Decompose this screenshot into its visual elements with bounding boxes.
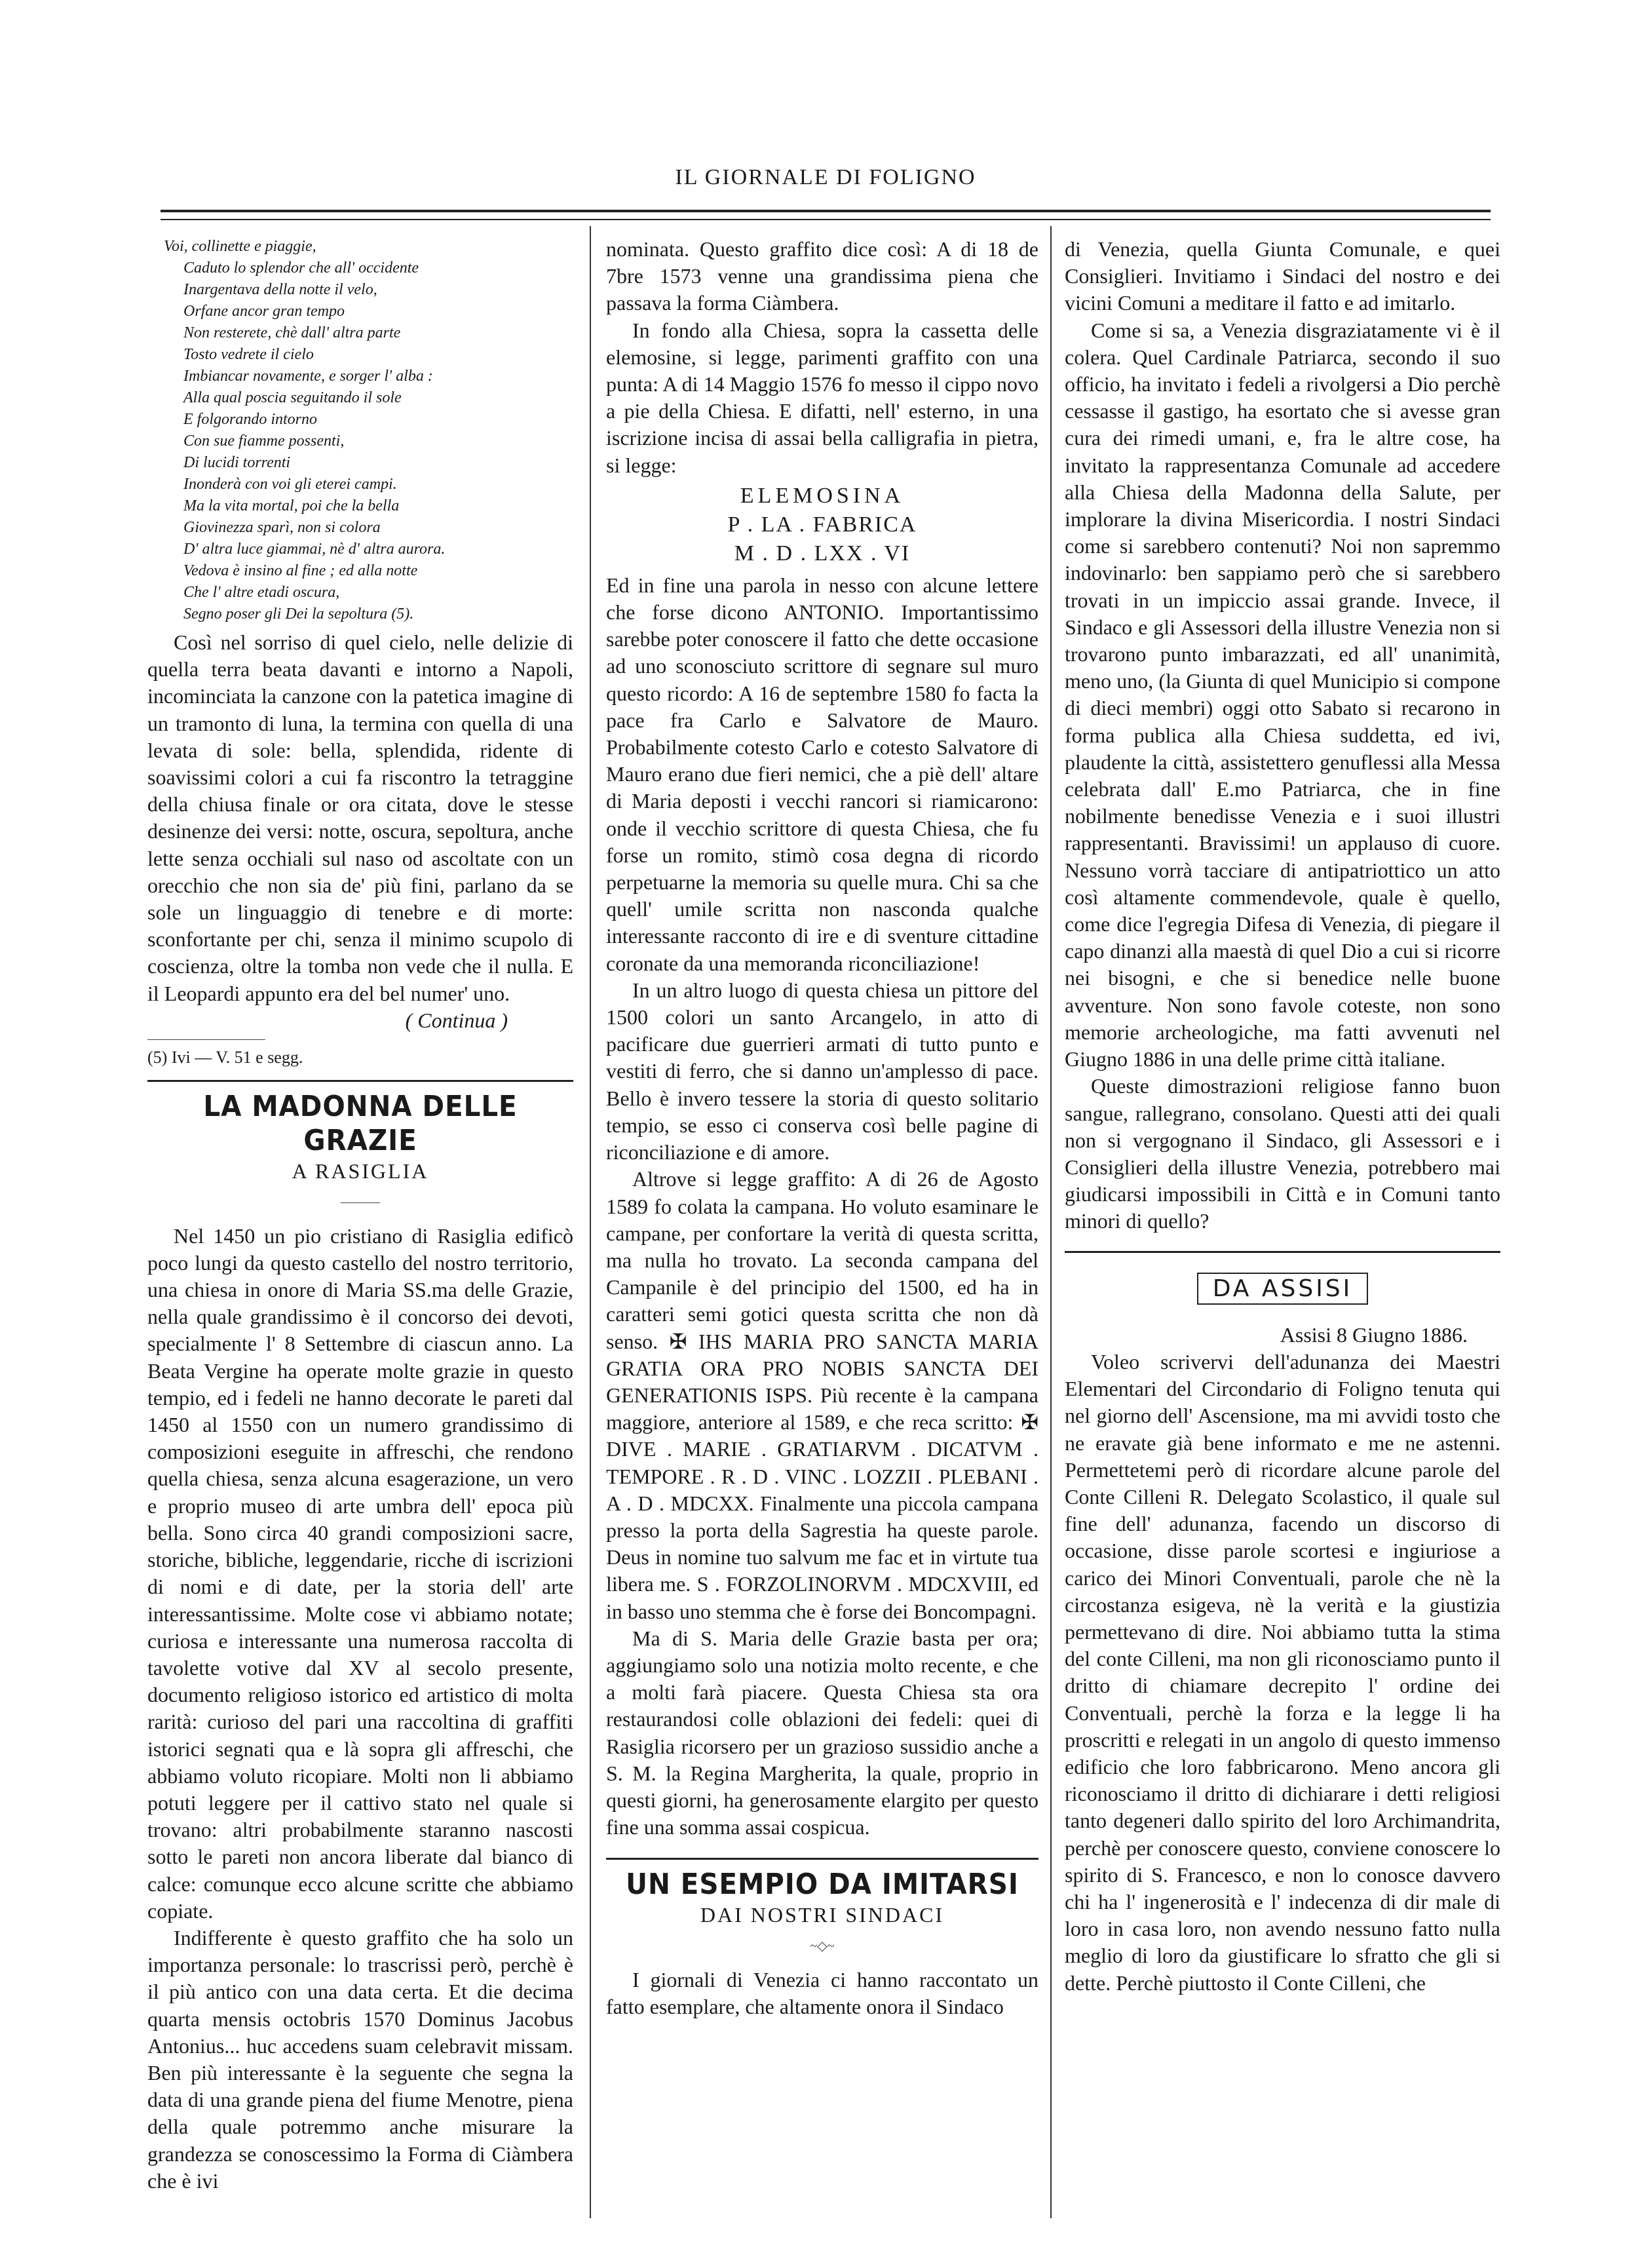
poem-line: Tosto vedrete il cielo — [183, 346, 314, 363]
article-paragraph: In un altro luogo di questa chiesa un pittore del 1500 colori un santo Arcangelo, in atto di pacificare due guerrieri armati di tutto punto e vestiti di ferro, che si danno un'amplesso di pace. Bello è invero tessere la storia di questo solitario tempio, se esso ci conserva così belle pagine di riconciliazione e di amore. — [606, 978, 1038, 1164]
footnote: (5) Ivi — V. 51 e segg. — [147, 1039, 265, 1071]
poem-line: Alla qual poscia seguitando il sole — [183, 389, 402, 406]
column-divider — [1050, 226, 1052, 2218]
article-paragraph: Queste dimostrazioni religiose fanno buon sangue, rallegrano, consolano. Questi atti dei quali non si vergognano il Sindaco, gli Assessori e i Consiglieri della illustre Venezia, potrebbero mai giudicarsi impossibili in Città e in Comuni tanto minori di quello? — [1065, 1074, 1500, 1233]
article-paragraph: Altrove si legge graffito: A di 26 de Agosto 1589 fo colata la campana. Ho voluto esaminare le campane, per confortare la verità di questa scritta, ma nulla ho trovato. La seconda campana del Campanile è del principio del 1500, ed ha in caratteri semi gotici questa scritta che non dà senso. ✠ IHS MARIA PRO SANCTA MARIA GRATIA ORA PRO NOBIS SANCTA DEI GENERATIONIS ISPS. Più recente è la campana maggiore, anteriore al 1589, e che reca scritto: ✠ DIVE . MARIE . GRATIARVM . DICATVM . TEMPORE . R . D . VINC . LOZZII . PLEBANI . A . D . MDCXX. Finalmente una piccola campana presso la porta della Sagrestia ha queste parole. Deus in nomine tuo salvum me fac et in virtute tua libera me. S . FORZOLINORVM . MDCXVIII, ed in basso uno stemma che è forse dei Boncompagni. — [606, 1167, 1038, 1623]
dateline: Assisi 8 Giugno 1886. — [1280, 1322, 1468, 1347]
article-paragraph: di Venezia, quella Giunta Comunale, e quei Consiglieri. Invitiamo i Sindaci del nostro e dei vicini Comuni a meditare il fatto e ad imitarlo. — [1065, 237, 1500, 315]
article-paragraph: In fondo alla Chiesa, sopra la cassetta delle elemosine, si legge, parimenti graffito con una punta: A di 14 Maggio 1576 fo messo il cippo novo a pie della Chiesa. E difatti, nell' esterno, in una iscrizione incisa di assai bella calligrafia in pietra, si legge: — [606, 318, 1038, 477]
headline-madonna: LA MADONNA DELLE GRAZIE — [203, 1090, 518, 1158]
ornament-divider: ~◇~ — [810, 1938, 835, 1953]
inscription-line: P . LA . FABRICA — [727, 512, 917, 537]
article-paragraph: Ed in fine una parola in nesso con alcune lettere che forse dicono ANTONIO. Importantissimo sarebbe poter conoscere il fatto che dette occasione ad uno sconosciuto scrittore di segnare sul muro questo ricordo: A 16 de septembre 1580 fo facta la pace fra Carlo e Salvatore de Mauro. Probabilmente cotesto Carlo e cotesto Salvatore di Mauro erano due fieri nemici, che a piè dell' altare di Maria deposti i vecchi rancori si riamicarono: onde il vecchio scrittore di questa Chiesa, che fu forse un romito, stimò cosa degna di ricordo perpetuarne la memoria su quelle mura. Chi sa che quell' umile scritta non nasconda qualche interessante racconto di ire e di sventure cittadine coronate da una memoranda riconciliazione! — [606, 573, 1038, 975]
poem-line: Ma la vita mortal, poi che la bella — [183, 497, 400, 514]
poem-line: Non resterete, chè dall' altra parte — [183, 324, 401, 341]
poem-line: Imbiancar novamente, e sorger l' alba : — [183, 368, 433, 385]
poem-line: Giovinezza sparì, non si colora — [183, 519, 381, 536]
article-paragraph: Nel 1450 un pio cristiano di Rasiglia edificò poco lungi da questo castello del nostro territorio, una chiesa in onore di Maria SS.ma delle Grazie, nella quale grandissimo è il concorso dei devoti, specialmente l' 8 Settembre di ciascun anno. La Beata Vergine ha operate molte grazie in questo tempio, ed i fedeli ne hanno decorate le pareti dal 1450 al 1550 con un numero grandissimo di composizioni eseguite in affreschi, che rendono quella chiesa, senza alcuna esagerazione, un vero e proprio museo di arte umbra dell' epoca più bella. Sono circa 40 grandi composizioni sacre, storiche, bibliche, leggendarie, ricche di iscrizioni di nomi e di date, per la storia dell' arte interessantissime. Molte cose vi abbiamo notate; curiosa e interessante una numerosa raccolta di tavolette votive dal XV al secolo presente, documento religioso istorico ed artistico di molta rarità: curioso del pari una raccoltina di graffiti istorici segnati qua e là sopra gli affreschi, che abbiamo voluto ricopiare. Molti non li abbiamo potuti leggere per il cattivo stato nel quale si trovano: altri probabilmente staranno nascosti sotto le pareti non ancora liberate dal bianco di calce: comunque ecco alcune scritte che abbiamo copiate. — [147, 1223, 573, 1923]
poem-line: Orfane ancor gran tempo — [183, 303, 345, 320]
poem-line: Segno poser gli Dei la sepoltura (5). — [183, 605, 414, 623]
article-paragraph: Come si sa, a Venezia disgraziatamente vi è il colera. Quel Cardinale Patriarca, secondo il suo officio, ha invitato i fedeli a rivolgersi a Dio perchè cessasse il gastigo, ha esortato che si avesse gran cura dei rimedi umani, e, fra le altre cose, ha invitato la rappresentanza Comunale ad accedere alla Chiesa della Madonna della Salute, per implorare la divina Misericordia. I nostri Sindaci come si sarebbero contenuti? Noi non sapremmo indovinarlo: ben sappiamo però che si sarebbero trovati in un impiccio assai grande. Invece, il Sindaco e gli Assessori della illustre Venezia non si trovarono punto imbarazzati, ed all' unanimità, meno uno, (la Giunta di quel Municipio si compone di dieci membri) oggi otto Sabato si recarono in forma publica alla Chiesa suddetta, ed ivi, plaudente la città, assistettero genuflessi alla Messa celebrata dall' E.mo Patriarca, che in fine nobilmente benedisse Venezia e i suoi illustri rappresentanti. Bravissimi! un applauso di cuore. Nessuno vorrà tacciare di antipatriottico un atto così altamente commendevole, quale è quello, come dice l'egregia Difesa di Venezia, di piegare il capo dinanzi alla maestà di quel Dio a cui si ricorre nei bisogni, e che si benedice nelle buone avventure. Non sono favole coteste, non sono memorie archeologiche, ma fatti avvenuti nel Giugno 1886 in una delle prime città italiane. — [1065, 318, 1500, 1071]
poem-line: D' altra luce giammai, nè d' altra aurora. — [183, 541, 446, 558]
subheadline: A RASIGLIA — [292, 1159, 429, 1183]
poem-line: Inargentava della notte il velo, — [183, 281, 377, 298]
column-2 — [606, 236, 1038, 2215]
section-rule — [1065, 1251, 1500, 1253]
page-title: IL GIORNALE DI FOLIGNO — [675, 165, 976, 189]
boxed-title: DA ASSISI — [1197, 1273, 1369, 1305]
headline-esempio: UN ESEMPIO DA IMITARSI — [626, 1868, 1019, 1902]
header-rule — [161, 210, 1491, 220]
poem-line: Di lucidi torrenti — [183, 454, 291, 471]
section-title-assisi — [1065, 1273, 1500, 1305]
poem-line: Inonderà con voi gli eterei campi. — [183, 476, 397, 493]
poem-line: Che l' altre etadi oscura, — [183, 584, 340, 601]
article-paragraph: Indifferente è questo graffito che ha solo un importanza personale: lo trascrissi però, perchè è il più antico con una data certa. Et die decima quarta mensis octobris 1570 Dominus Jacobus Antonius... huc accedens suam celebravit missam. Ben più interessante è la seguente che segna la data di una grande piena del fiume Menotre, piena della quale potremmo anche misurare la grandezza se conoscessimo la Forma di Ciàmbera che è ivi — [147, 1925, 573, 2193]
article-paragraph: Ma di S. Maria delle Grazie basta per ora; aggiungiamo solo una notizia molto recente, e che a molti farà piacere. Questa Chiesa sta ora restaurandosi colle oblazioni dei fedeli: quei di Rasiglia ricorsero per un grazioso sussidio anche a S. M. la Regina Margherita, la quale, proprio in questi giorni, ha generosamente elargito per questo fine una somma assai cospicua. — [606, 1626, 1038, 1839]
inscription-line: M . D . LXX . VI — [734, 541, 911, 566]
poem-line: Caduto lo splendor che all' occidente — [183, 259, 419, 277]
poem-line: Con sue fiamme possenti, — [183, 432, 345, 450]
article-paragraph: Così nel sorriso di quel cielo, nelle delizie di quella terra beata davanti e intorno a Napoli, incominciata la canzone con la patetica imagine di un tramonto di luna, la termina con quella di una levata di sole: bella, splendida, ridente di soavissimi colori a cui fa riscontro la tetraggine della chiusa finale or ora citata, dove le stesse desinenze dei versi: notte, oscura, sepoltura, anche lette senza occhiali sul naso od ascoltate con un orecchio che non sia de' più fini, parlano da se sole un linguaggio di tenebre e di morte: sconfortante per chi, senza il minimo scupolo di coscienza, oltre la tomba non vede che il nulla. E il Leopardi appunto era del bel numer' uno. — [147, 630, 573, 1005]
poem-line: Vedova è insino al fine ; ed alla notte — [183, 562, 418, 579]
column-divider — [590, 226, 591, 2218]
poem-line: Voi, collinette e piaggie, — [164, 238, 316, 255]
section-rule — [606, 1858, 1038, 1860]
column-3 — [1065, 236, 1500, 2215]
continua-note: ( Continua ) — [405, 1008, 508, 1032]
ornament-divider: ——— — [341, 1195, 380, 1210]
poem-line: E folgorando intorno — [183, 411, 318, 428]
poem-stanza — [164, 236, 573, 625]
inscription-line: ELEMOSINA — [740, 483, 905, 508]
article-paragraph: Voleo scrivervi dell'adunanza dei Maestri Elementari del Circondario di Foligno tenuta qui nel giorno dell' Ascensione, ma mi avvidi tosto che ne eravate già bene informato e me ne astenni. Permettetemi però di ricordare alcune parole del Conte Cilleni R. Delegato Scolastico, il quale sul fine dell' adunanza, facendo un discorso di occasione, disse parole scortesi e ingiuriose a carico dei Minori Conventuali, parole che nè la circostanza esigeva, nè la verità e la giustizia permettevano di dire. Noi abbiamo tutta la stima del conte Cilleni, ma non gli riconosciamo punto il dritto di chiamare decrepito l' ordine dei Conventuali, perchè la forza e la legge li ha proscritti e relegati in un angolo di questo immenso edificio che loro fabbricarono. Meno ancora gli riconosciamo il dritto di dichiarare i detti religiosi tanto degeneri dallo spirito del loro Archimandrita, perchè per conoscere questo, conviene conoscere lo spirito di S. Francesco, e non lo conosce davvero chi ha l' ingenerosità e l' indecenza di dir male di loro in casa loro, non avendo nessuno fatto nulla meglio di loro da giustificare lo sfratto che gli si dette. Perchè piuttosto il Conte Cilleni, che — [1065, 1349, 1500, 1995]
article-paragraph: I giornali di Venezia ci hanno raccontato un fatto esemplare, che altamente onora il Sindaco — [606, 1967, 1038, 2018]
subheadline: DAI NOSTRI SINDACI — [700, 1903, 945, 1927]
column-1 — [147, 236, 573, 2215]
article-paragraph: nominata. Questo graffito dice così: A di 18 de 7bre 1573 venne una grandissima piena che passava la forma Ciàmbera. — [606, 237, 1038, 315]
section-rule — [147, 1080, 573, 1082]
